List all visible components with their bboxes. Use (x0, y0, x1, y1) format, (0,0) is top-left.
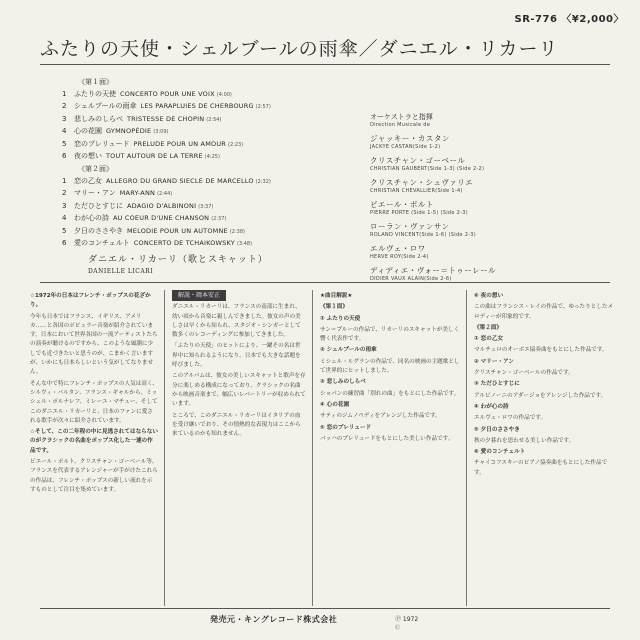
performer-name-en: DANIELLE LICARI (88, 268, 154, 275)
track-item: 2 シェルブールの雨傘 LES PARAPLUIES DE CHERBOURG (2:57) (62, 102, 271, 111)
column-divider (164, 290, 165, 606)
credit-item: ピエール・ポルト PIERRE PORTE (Side 1-5) (Side 2-3) (370, 200, 468, 216)
notes-column-3: ★曲目解説★ 《第１面》 ① ふたりの天使 サン＝プルーの作品で、リカーリのスキャットが美しく響く代表作です。 ② シェルブールの雨傘 ミシェル・ルグランの作品で、同名の映画の主題歌として世界的にヒットしました。 ③ 悲しみのしらべ ショパンの練習曲「別れの曲」をもとにした作品です。 ④ 心の花園 サティのジムノペディをアレンジした作品です。 ⑤ 恋のプレリュード バッハのプレリュードをもとにした美しい作品です。 (320, 293, 460, 442)
track-item: 5 恋のプレリュード PRELUDE POUR UN AMOUR (2:23) (62, 139, 244, 148)
track-item: 5 夕日のささやき MELODIE POUR UN AUTOMNE (2:38) (62, 226, 245, 235)
side1-label: 《第１面》 (78, 78, 113, 86)
track-item: 4 心の花園 GYMNOPÉDIE (3:09) (62, 127, 169, 136)
copyright-mark: Ⓒ (395, 625, 401, 631)
notes-column-1: ☆1972年の日本はフレンチ・ポップスの花ざかり。 今年も日本ではフランス、イギリス、アメリカ……と各国のポピュラー音楽が紹介されています。日本において世界各国の一流アーティストたちの演奏が聴けるのですから、このような風潮に少しでも近づきたいと思うのが、こまかく言いますが、いかにも日本らしいという気がしてなりません。 そんな中で特にフレンチ・ポップスの人気は高く、シルヴィ・バルタン、フランス・ギャルから、ミッシェル・ポルナレフ、ミレーユ・マチュー、そしてこのダニエル・リカーリと、日本のファンに愛される歌手が次々に紹介されています。 ☆そして、この二年程の中に見逃されてはならないのがクラシックの名曲をポップス化した一連の作品です。 ピエール・ポルト、クリスチャン・ゴーベール等、フランスを代表するアレンジャーが手がけたこれらの作品は、フレンチ・ポップスの新しい流れを示すものとして注目を集めています。 (30, 293, 158, 493)
track-item: 4 わが心の詩 AU COEUR D'UNE CHANSON (2:37) (62, 214, 227, 223)
credit-item: ローラン・ヴァンサン ROLAND VINCENT(Side 1-6) (Side 2-3) (370, 222, 477, 238)
album-title: ふたりの天使・シェルブールの雨傘／ダニエル・リカーリ (40, 38, 559, 60)
catalog-number: SR-776 〈¥2,000〉 (514, 14, 624, 25)
track-item: 1 ふたりの天使 CONCERTO POUR UNE VOIX (4:00) (62, 90, 232, 98)
track-item: 2 マリー・アン MARY-ANN (2:44) (62, 189, 173, 198)
track-item: 6 夜の想い TOUT AUTOUR DE LA TERRE (4:25) (62, 152, 220, 161)
column-divider (466, 290, 467, 606)
notes-column-2: 解説・岡本安正 ダニエル・リカーリは、フランスの南部に生まれ、幼い頃から音楽に親しんできました。彼女の声の美しさは早くから知られ、スタジオ・シンガーとして数多くのレコーディングに参加してきました。 「ふたりの天使」のヒットにより、一躍その名は世界中に知られるようになり、日本でも大きな話題を呼びました。 このアルバムは、彼女の美しいスキャットと歌声を存分に楽しめる構成になっており、クラシックの名曲から映画音楽まで、幅広いレパートリーが収められています。 ところで、このダニエル・リカーリはイタリアの血を受け継いでおり、その情熱的な表現力はここから来ているのかも知れません。 (172, 292, 306, 438)
footer-rule (40, 608, 610, 609)
side2-label: 《第２面》 (78, 165, 113, 173)
track-item: 3 悲しみのしらべ TRISTESSE DE CHOPIN (2:54) (62, 114, 222, 123)
performer-block (88, 252, 268, 275)
credit-item: ディディエ・ヴォー＝トゥーレール DIDIER VAUX ALAIN(Side 2-6) (370, 266, 497, 282)
title-rule (40, 64, 610, 65)
phonogram-mark: Ⓟ 1972 (395, 616, 419, 623)
credits-list (370, 112, 610, 287)
notes-column-4: ⑥ 夜の想い この曲はフランシス・レイの作品で、ゆったりとしたメロディーが印象的です。 《第２面》 ① 恋の乙女 マルチェロのオーボエ協奏曲をもとにした作品です。 ② マリー・アン クリスチャン・ゴーベールの作品です。 ③ ただひとすじに アルビノーニのアダージョをアレンジした作品です。 ④ わが心の詩 エルヴェ・ロワの作品です。 ⑤ 夕日のささやき 秋の夕暮れを思わせる美しい作品です。 ⑥ 愛のコンチェルト チャイコフスキーのピアノ協奏曲をもとにした作品です。 (474, 293, 614, 476)
credit-item: クリスチャン・シュヴァリエ CHRISTIAN CHEVALLIER(Side 1-4) (370, 178, 474, 194)
column-divider (312, 290, 313, 606)
side2-tracklist (62, 176, 352, 250)
notes-author-badge: 解説・岡本安正 (172, 290, 226, 301)
credit-item: エルヴェ・ロワ HERVE ROY(Side 2-4) (370, 244, 429, 260)
track-item: 3 ただひとすじに ADAGIO D'ALBINONI (3:37) (62, 201, 214, 210)
track-item: 1 恋の乙女 ALLEGRO DU GRAND SIECLE DE MARCELLO (2:32) (62, 177, 271, 185)
credit-item: ジャッキー・カスタン JACKYE CASTAN(Side 1-2) (370, 134, 450, 150)
side1-tracklist (62, 89, 352, 163)
track-item: 6 愛のコンチェルト CONCERTO DE TCHAIKOWSKY (3:48) (62, 239, 253, 248)
publisher-name: 発売元・キングレコード株式会社 (210, 615, 338, 624)
credit-item: オーケストラと指揮 Direction Musicale de (370, 113, 433, 128)
performer-name-jp: ダニエル・リカーリ（歌とスキャット） (88, 255, 268, 265)
credit-item: クリスチャン・ゴーベール CHRISTIAN GAUBERT(Side 1-3) (Side 2-2) (370, 156, 485, 172)
section-rule (40, 282, 610, 283)
